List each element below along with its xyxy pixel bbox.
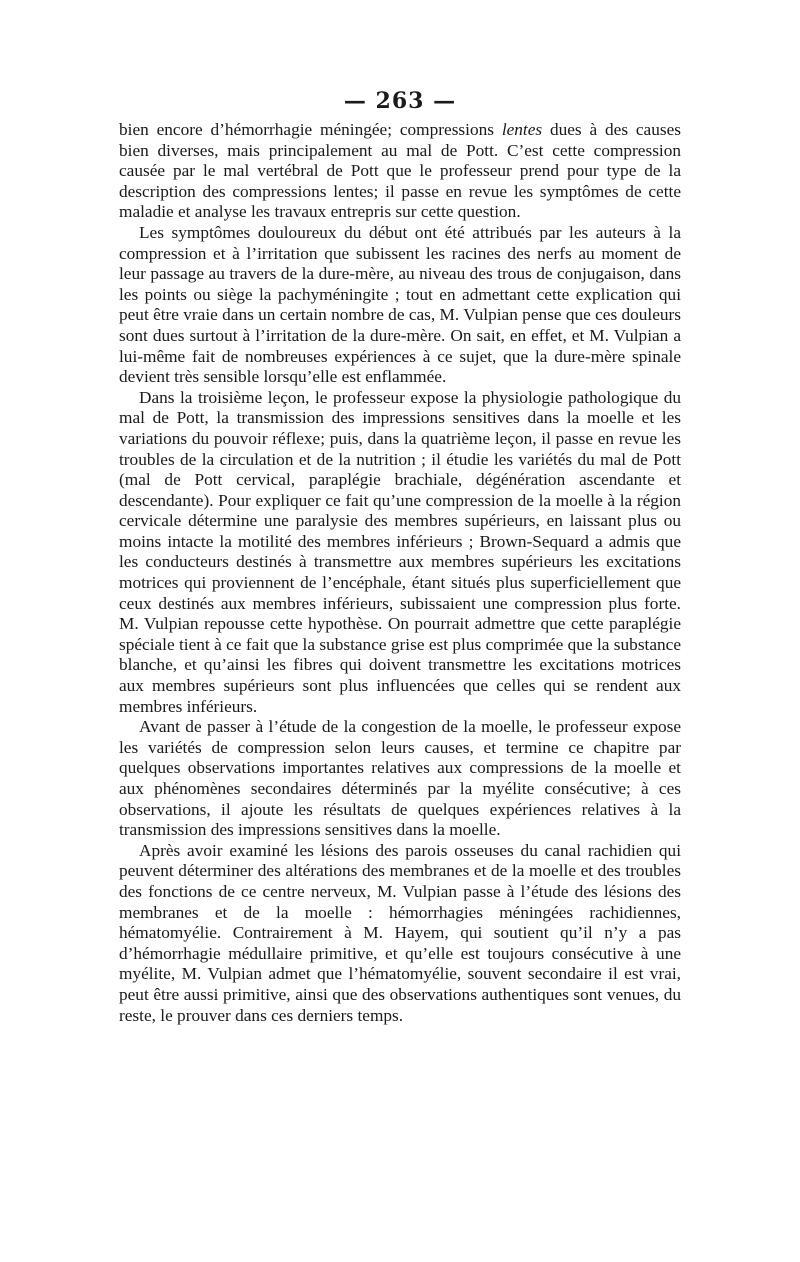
paragraph — [119, 223, 681, 388]
italic-text: lentes — [501, 120, 543, 139]
paragraph — [119, 717, 681, 841]
text-span: Les symptômes douloureux du début ont été attribués par les auteurs à la compression et à l’irritation que subissent les racines des nerfs au moment de leur passage au travers de la dure-mère, au niveau des trous de conjugaison, dans les points ou siège la pachyméningite ; tout en admettant cette explication qui peut être vraie dans un certain nombre de cas, M. Vulpian pense que ces douleurs sont dues surtout à l’irritation de la dure-mère. On sait, en effet, et M. Vulpian a lui-même fait de nombreuses expériences à ce sujet, que la dure-mère spinale devient très sensible lorsqu’elle est enflammée. — [119, 222, 682, 387]
paragraph — [119, 120, 681, 223]
paragraph — [119, 388, 681, 718]
text-span: bien encore d’hémorrhagie méningée; compressions — [119, 120, 502, 139]
text-span: Dans la troisième leçon, le professeur expose la physiologie pathologique du mal de Pott, la transmission des impressions sensitives dans la moelle et les variations du pouvoir réflexe; puis, dans la quatrième leçon, il passe en revue les troubles de la circulation et de la nutrition ; il étudie les variétés du mal de Pott (mal de Pott cervical, paraplégie brachiale, dégénération ascendante et descendante). Pour expliquer ce fait qu’une compression de la moelle à la région cervicale détermine une paralysie des membres supérieurs, en laissant plus ou moins intacte la motilité des membres inférieurs ; Brown-Sequard a admis que les conducteurs destinés à transmettre aux membres supérieurs les excitations motrices qui proviennent de l’encéphale, étant situés plus superficiellement que ceux destinés aux membres inférieurs, subissaient une compression plus forte. M. Vulpian repousse cette hypothèse. On pourrait admettre que cette paraplégie spéciale tient à ce fait que la substance grise est plus comprimée que la substance blanche, et qu’ainsi les fibres qui doivent transmettre les excitations motrices aux membres supérieurs sont plus influencées que celles qui se rendent aux membres inférieurs. — [119, 387, 681, 716]
paragraph — [119, 841, 681, 1026]
text-span: dues à des causes bien diverses, mais principalement au mal de Pott. C’est cette compression causée par le mal vertébral de Pott que le professeur prend pour type de la description des compressions lentes; il passe en revue les symptômes de cette maladie et analyse les travaux entrepris sur cette question. — [119, 120, 681, 222]
text-span: Après avoir examiné les lésions des parois osseuses du canal rachidien qui peuvent déterminer des altérations des membranes et de la moelle et des troubles des fonctions de ce centre nerveux, M. Vulpian passe à l’étude des lésions des membranes et de la moelle : hémorrhagies méningées rachidiennes, hématomyélie. Contrairement à M. Hayem, qui soutient qu’il n’y a pas d’hémorrhagie médullaire primitive, et qu’elle est toujours consécutive à une myélite, M. Vulpian admet que l’hématomyélie, souvent secondaire il est vrai, peut être aussi primitive, ainsi que des observations authentiques sont venues, du reste, le prouver dans ces derniers temps. — [119, 840, 681, 1025]
text-span: Avant de passer à l’étude de la congestion de la moelle, le professeur expose les variétés de compression selon leurs causes, et termine ce chapitre par quelques observations importantes relatives aux compressions de la moelle et aux phénomènes secondaires déterminés par la myélite consécutive; à ces observations, il ajoute les résultats de quelques expériences relatives à la transmission des impressions sensitives dans la moelle. — [119, 717, 681, 840]
body-text — [119, 120, 681, 1026]
page-number: — 263 — — [343, 88, 457, 114]
